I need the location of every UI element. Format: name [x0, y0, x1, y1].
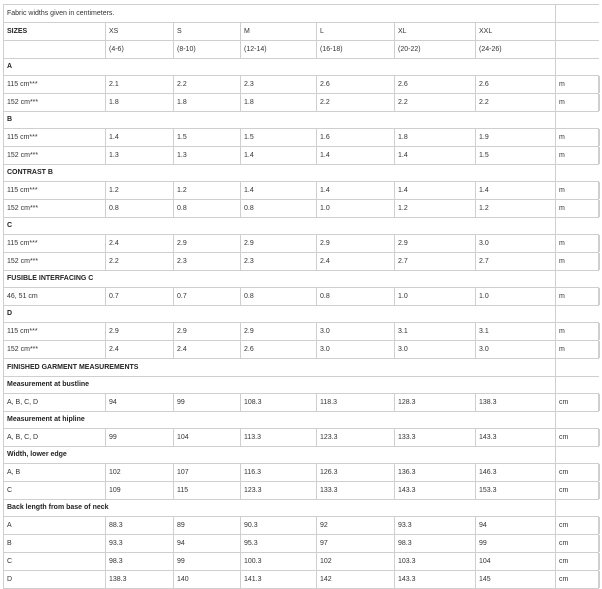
unit-cell: m	[556, 235, 600, 252]
section-title: C	[4, 218, 556, 234]
sizes-label-spacer	[4, 41, 106, 58]
section-title-row	[3, 411, 599, 428]
value-cell: 100.3	[241, 553, 317, 570]
fabric-row	[3, 181, 599, 199]
section-title: B	[4, 112, 556, 128]
unit-cell: cm	[556, 553, 600, 570]
value-cell: 1.3	[174, 147, 241, 164]
value-cell: 115	[174, 482, 241, 499]
value-cell: 1.2	[174, 182, 241, 199]
value-cell: 0.8	[241, 200, 317, 217]
value-cell: 2.4	[174, 341, 241, 358]
measurement-row	[3, 534, 599, 552]
measurement-table	[3, 4, 599, 589]
value-cell: 104	[174, 429, 241, 446]
value-cell: 92	[317, 517, 395, 534]
value-cell: 102	[106, 464, 174, 481]
unit-cell: m	[556, 253, 600, 270]
fabric-row	[3, 146, 599, 164]
unit-cell: cm	[556, 482, 600, 499]
size-xxl-heading: XXL	[476, 23, 556, 40]
value-cell: 88.3	[106, 517, 174, 534]
value-cell: 94	[106, 394, 174, 411]
value-cell: 113.3	[241, 429, 317, 446]
section-title: Back length from base of neck	[4, 500, 556, 516]
value-cell: 1.0	[317, 200, 395, 217]
unit-cell: cm	[556, 394, 600, 411]
value-cell: 3.0	[395, 341, 476, 358]
value-cell: 2.9	[174, 323, 241, 340]
measurement-row	[3, 428, 599, 446]
value-cell: 138.3	[476, 394, 556, 411]
value-cell: 89	[174, 517, 241, 534]
value-cell: 1.4	[395, 147, 476, 164]
value-cell: 1.4	[476, 182, 556, 199]
value-cell: 0.7	[106, 288, 174, 305]
section-title-row	[3, 499, 599, 516]
row-label: A, B, C, D	[4, 429, 106, 446]
value-cell: 1.2	[106, 182, 174, 199]
section-title: A	[4, 59, 556, 75]
value-cell: 99	[476, 535, 556, 552]
value-cell: 1.8	[395, 129, 476, 146]
value-cell: 1.0	[395, 288, 476, 305]
value-cell: 2.3	[241, 253, 317, 270]
value-cell: 145	[476, 571, 556, 588]
value-cell: 153.3	[476, 482, 556, 499]
unit-cell: cm	[556, 535, 600, 552]
value-cell: 141.3	[241, 571, 317, 588]
row-label: 152 cm***	[4, 341, 106, 358]
value-cell: 126.3	[317, 464, 395, 481]
fabric-row	[3, 128, 599, 146]
value-cell: 136.3	[395, 464, 476, 481]
value-cell: 1.4	[395, 182, 476, 199]
unit-cell: m	[556, 94, 600, 111]
value-cell: 1.2	[395, 200, 476, 217]
value-cell: 146.3	[476, 464, 556, 481]
size-m-heading: M	[241, 23, 317, 40]
value-cell: 2.7	[395, 253, 476, 270]
value-cell: 1.5	[174, 129, 241, 146]
value-cell: 1.4	[317, 182, 395, 199]
value-cell: 103.3	[395, 553, 476, 570]
size-xl-heading: XL	[395, 23, 476, 40]
row-label: 152 cm***	[4, 253, 106, 270]
measurement-row	[3, 393, 599, 411]
unit-cell: m	[556, 323, 600, 340]
fabric-row	[3, 75, 599, 93]
value-cell: 116.3	[241, 464, 317, 481]
row-label: 152 cm***	[4, 200, 106, 217]
value-cell: 97	[317, 535, 395, 552]
size-range: (20-22)	[395, 41, 476, 58]
value-cell: 102	[317, 553, 395, 570]
section-title-row	[3, 217, 599, 234]
size-s-heading: S	[174, 23, 241, 40]
row-label: 115 cm***	[4, 323, 106, 340]
value-cell: 138.3	[106, 571, 174, 588]
section-title-row	[3, 305, 599, 322]
value-cell: 3.0	[317, 341, 395, 358]
size-range: (12-14)	[241, 41, 317, 58]
unit-cell: cm	[556, 571, 600, 588]
value-cell: 1.3	[106, 147, 174, 164]
row-label: C	[4, 482, 106, 499]
value-cell: 99	[174, 394, 241, 411]
size-xs-heading: XS	[106, 23, 174, 40]
value-cell: 94	[476, 517, 556, 534]
section-title: CONTRAST B	[4, 165, 556, 181]
value-cell: 1.4	[241, 182, 317, 199]
size-range: (8-10)	[174, 41, 241, 58]
value-cell: 2.4	[106, 235, 174, 252]
section-title-row	[3, 376, 599, 393]
value-cell: 133.3	[317, 482, 395, 499]
row-label: B	[4, 535, 106, 552]
size-range: (16-18)	[317, 41, 395, 58]
section-title-row	[3, 111, 599, 128]
value-cell: 3.1	[395, 323, 476, 340]
value-cell: 98.3	[395, 535, 476, 552]
value-cell: 3.0	[476, 341, 556, 358]
value-cell: 1.0	[476, 288, 556, 305]
unit-cell: cm	[556, 517, 600, 534]
fabric-row	[3, 287, 599, 305]
section-title: Width, lower edge	[4, 447, 556, 463]
section-title: D	[4, 306, 556, 322]
unit-cell: m	[556, 76, 600, 93]
section-title: Measurement at hipline	[4, 412, 556, 428]
value-cell: 0.8	[241, 288, 317, 305]
value-cell: 107	[174, 464, 241, 481]
fabric-row	[3, 322, 599, 340]
value-cell: 0.7	[174, 288, 241, 305]
fabric-row	[3, 93, 599, 111]
value-cell: 2.6	[241, 341, 317, 358]
value-cell: 93.3	[395, 517, 476, 534]
unit-cell: m	[556, 129, 600, 146]
value-cell: 128.3	[395, 394, 476, 411]
value-cell: 2.9	[241, 235, 317, 252]
value-cell: 1.4	[241, 147, 317, 164]
row-label: 115 cm***	[4, 235, 106, 252]
value-cell: 118.3	[317, 394, 395, 411]
value-cell: 108.3	[241, 394, 317, 411]
section-title-row	[3, 58, 599, 75]
unit-cell: cm	[556, 464, 600, 481]
value-cell: 1.5	[476, 147, 556, 164]
section-title: FUSIBLE INTERFACING C	[4, 271, 556, 287]
value-cell: 1.4	[317, 147, 395, 164]
unit-cell: m	[556, 288, 600, 305]
value-cell: 109	[106, 482, 174, 499]
value-cell: 3.0	[476, 235, 556, 252]
value-cell: 143.3	[476, 429, 556, 446]
value-cell: 99	[174, 553, 241, 570]
row-label: A, B	[4, 464, 106, 481]
sizes-label: SIZES	[4, 23, 106, 40]
unit-cell: cm	[556, 429, 600, 446]
section-title-row	[3, 270, 599, 287]
value-cell: 2.9	[106, 323, 174, 340]
unit-cell: m	[556, 200, 600, 217]
size-range: (24-26)	[476, 41, 556, 58]
value-cell: 3.1	[476, 323, 556, 340]
section-title: Measurement at bustline	[4, 377, 556, 393]
measurement-row	[3, 552, 599, 570]
value-cell: 1.4	[106, 129, 174, 146]
unit-cell: m	[556, 182, 600, 199]
note-row	[3, 4, 599, 22]
value-cell: 2.9	[395, 235, 476, 252]
value-cell: 1.8	[106, 94, 174, 111]
value-cell: 1.8	[241, 94, 317, 111]
value-cell: 2.2	[174, 76, 241, 93]
value-cell: 1.8	[174, 94, 241, 111]
value-cell: 1.9	[476, 129, 556, 146]
value-cell: 1.6	[317, 129, 395, 146]
value-cell: 104	[476, 553, 556, 570]
finished-title: FINISHED GARMENT MEASUREMENTS	[4, 359, 556, 376]
row-label: A	[4, 517, 106, 534]
value-cell: 2.2	[317, 94, 395, 111]
header-ranges-row	[3, 40, 599, 58]
row-label: 152 cm***	[4, 147, 106, 164]
value-cell: 133.3	[395, 429, 476, 446]
value-cell: 95.3	[241, 535, 317, 552]
value-cell: 1.5	[241, 129, 317, 146]
row-label: A, B, C, D	[4, 394, 106, 411]
fabric-note: Fabric widths given in centimeters.	[4, 5, 556, 22]
value-cell: 2.2	[395, 94, 476, 111]
value-cell: 98.3	[106, 553, 174, 570]
value-cell: 2.9	[174, 235, 241, 252]
value-cell: 123.3	[241, 482, 317, 499]
value-cell: 0.8	[317, 288, 395, 305]
measurement-row	[3, 481, 599, 499]
value-cell: 143.3	[395, 571, 476, 588]
row-label: 152 cm***	[4, 94, 106, 111]
value-cell: 2.4	[106, 341, 174, 358]
row-label: 115 cm***	[4, 129, 106, 146]
value-cell: 2.9	[241, 323, 317, 340]
value-cell: 2.3	[241, 76, 317, 93]
section-title-row	[3, 446, 599, 463]
value-cell: 99	[106, 429, 174, 446]
section-title-row	[3, 164, 599, 181]
value-cell: 93.3	[106, 535, 174, 552]
unit-cell: m	[556, 147, 600, 164]
fabric-row	[3, 252, 599, 270]
fabric-row	[3, 234, 599, 252]
value-cell: 123.3	[317, 429, 395, 446]
value-cell: 0.8	[106, 200, 174, 217]
value-cell: 143.3	[395, 482, 476, 499]
measurement-row	[3, 516, 599, 534]
measurement-row	[3, 463, 599, 481]
size-range: (4-6)	[106, 41, 174, 58]
row-label: C	[4, 553, 106, 570]
value-cell: 2.2	[476, 94, 556, 111]
size-l-heading: L	[317, 23, 395, 40]
finished-title-row	[3, 358, 599, 376]
value-cell: 2.6	[476, 76, 556, 93]
value-cell: 2.6	[317, 76, 395, 93]
row-label: 46, 51 cm	[4, 288, 106, 305]
header-sizes-row	[3, 22, 599, 40]
value-cell: 142	[317, 571, 395, 588]
value-cell: 140	[174, 571, 241, 588]
value-cell: 2.6	[395, 76, 476, 93]
value-cell: 2.3	[174, 253, 241, 270]
fabric-row	[3, 340, 599, 358]
value-cell: 94	[174, 535, 241, 552]
value-cell: 2.2	[106, 253, 174, 270]
fabric-row	[3, 199, 599, 217]
unit-cell: m	[556, 341, 600, 358]
row-label: 115 cm***	[4, 182, 106, 199]
row-label: 115 cm***	[4, 76, 106, 93]
value-cell: 2.4	[317, 253, 395, 270]
value-cell: 3.0	[317, 323, 395, 340]
value-cell: 2.1	[106, 76, 174, 93]
row-label: D	[4, 571, 106, 588]
value-cell: 2.9	[317, 235, 395, 252]
value-cell: 2.7	[476, 253, 556, 270]
value-cell: 0.8	[174, 200, 241, 217]
value-cell: 90.3	[241, 517, 317, 534]
value-cell: 1.2	[476, 200, 556, 217]
